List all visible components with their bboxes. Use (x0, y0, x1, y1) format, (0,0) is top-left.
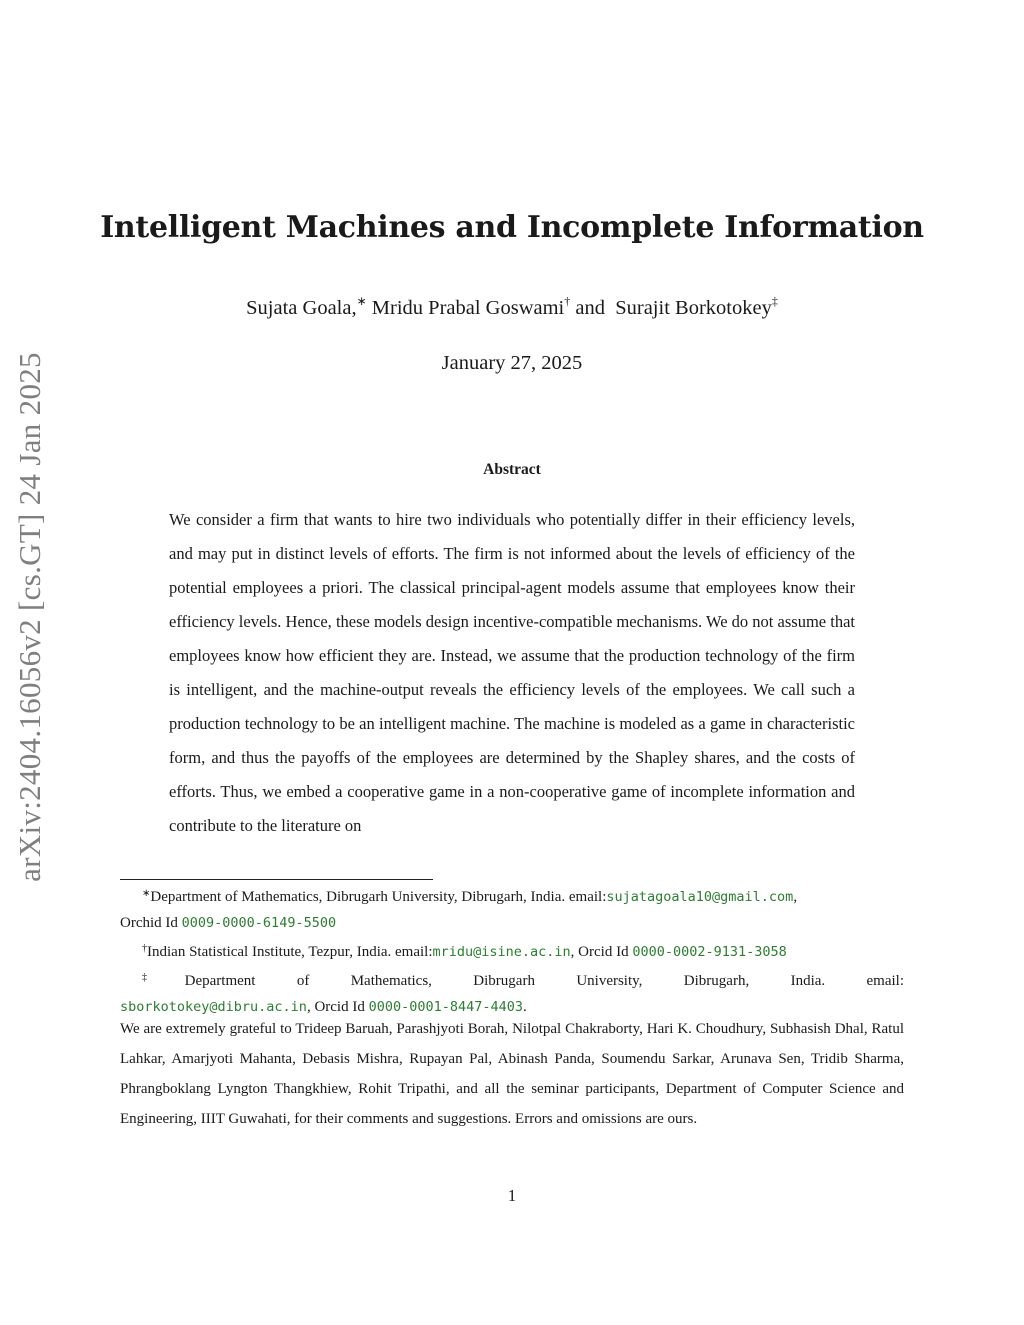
email-link[interactable]: sborkotokey@dibru.ac.in (120, 999, 307, 1015)
footnote-text: Department of Mathematics, Dibrugarh University, Dibrugarh, India. email: (150, 889, 607, 905)
footnote-mark: ‡ (142, 972, 185, 983)
footnote-1 (120, 881, 904, 910)
author-name: Sujata Goala, (246, 297, 357, 319)
author-footnote-mark[interactable]: ∗ (356, 294, 367, 308)
footnote-rule (120, 879, 433, 880)
footnote-1-orcid-line (120, 910, 904, 936)
footnote-punctuation: . (523, 999, 527, 1015)
footnote-text: Department of Mathematics, Dibrugarh University, Dibrugarh, India. email: (184, 973, 905, 989)
email-link[interactable]: mridu@isine.ac.in (432, 944, 571, 960)
abstract-body: We consider a firm that wants to hire two individuals who potentially differ in their efficiency levels, and may put in distinct levels of efforts. The firm is not informed about the levels of efficiency of the potential employees a priori. The classical principal-agent models assume that employees know their efficiency levels. Hence, these models design incentive-compatible mechanisms. We do not assume that employees know how efficient they are. Instead, we assume that the production technology of the firm is intelligent, and the machine-output reveals the efficiency levels of the employees. We call such a production technology to be an intelligent machine. The machine is modeled as a game in characteristic form, and thus the payoffs of the employees are determined by the Shapley shares, and the costs of efforts. Thus, we embed a cooperative game in a non-cooperative game of incomplete information and contribute to the literature on (169, 510, 855, 835)
footnote-text: Indian Statistical Institute, Tezpur, India. email: (147, 944, 433, 960)
orcid-link[interactable]: 0000-0002-9131-3058 (632, 944, 787, 960)
paper-title: Intelligent Machines and Incomplete Information (100, 210, 924, 245)
author-footnote-mark[interactable]: † (564, 294, 571, 308)
footnote-mark: † (142, 943, 147, 954)
acknowledgement: We are extremely grateful to Trideep Baruah, Parashjyoti Borah, Nilotpal Chakraborty, Hari K. Choudhury, Subhasish Dhal, Ratul Lahkar, Amarjyoti Mahanta, Debasis Mishra, Rupayan Pal, Abinash Panda, Soumendu Sarkar, Arunava Sen, Tridib Sharma, Phrangboklang Lyngton Thangkhiew, Rohit Tripathi, and all the seminar participants, Department of Computer Science and Engineering, IIIT Guwahati, for their comments and suggestions. Errors and omissions are ours. (120, 1021, 904, 1127)
orcid-link[interactable]: 0009-0000-6149-5500 (181, 915, 337, 931)
orcid-label: Orchid Id (120, 915, 178, 931)
footnote-2 (120, 936, 904, 965)
author-conjunction: and (575, 297, 605, 319)
footnote-3 (120, 965, 904, 994)
footnote-mark: ∗ (142, 888, 151, 899)
arxiv-identifier: arXiv:2404.16056v2 [cs.GT] 24 Jan 2025 (12, 352, 47, 882)
footnotes (120, 881, 904, 1020)
orcid-link[interactable]: 0000-0001-8447-4403 (368, 999, 524, 1015)
page-number: 1 (507, 1186, 517, 1205)
orcid-label: , Orcid Id (306, 999, 365, 1015)
email-link[interactable]: sujatagoala10@gmail.com (606, 889, 794, 905)
abstract-heading: Abstract (483, 461, 541, 478)
paper-date: January 27, 2025 (441, 352, 583, 374)
author-footnote-mark[interactable]: ‡ (771, 294, 778, 308)
footnote-punctuation: , (793, 889, 798, 905)
author-name: Surajit Borkotokey (615, 297, 772, 319)
orcid-label: , Orcid Id (570, 944, 629, 960)
author-name: Mridu Prabal Goswami (371, 297, 565, 319)
author-list (0, 294, 1024, 320)
